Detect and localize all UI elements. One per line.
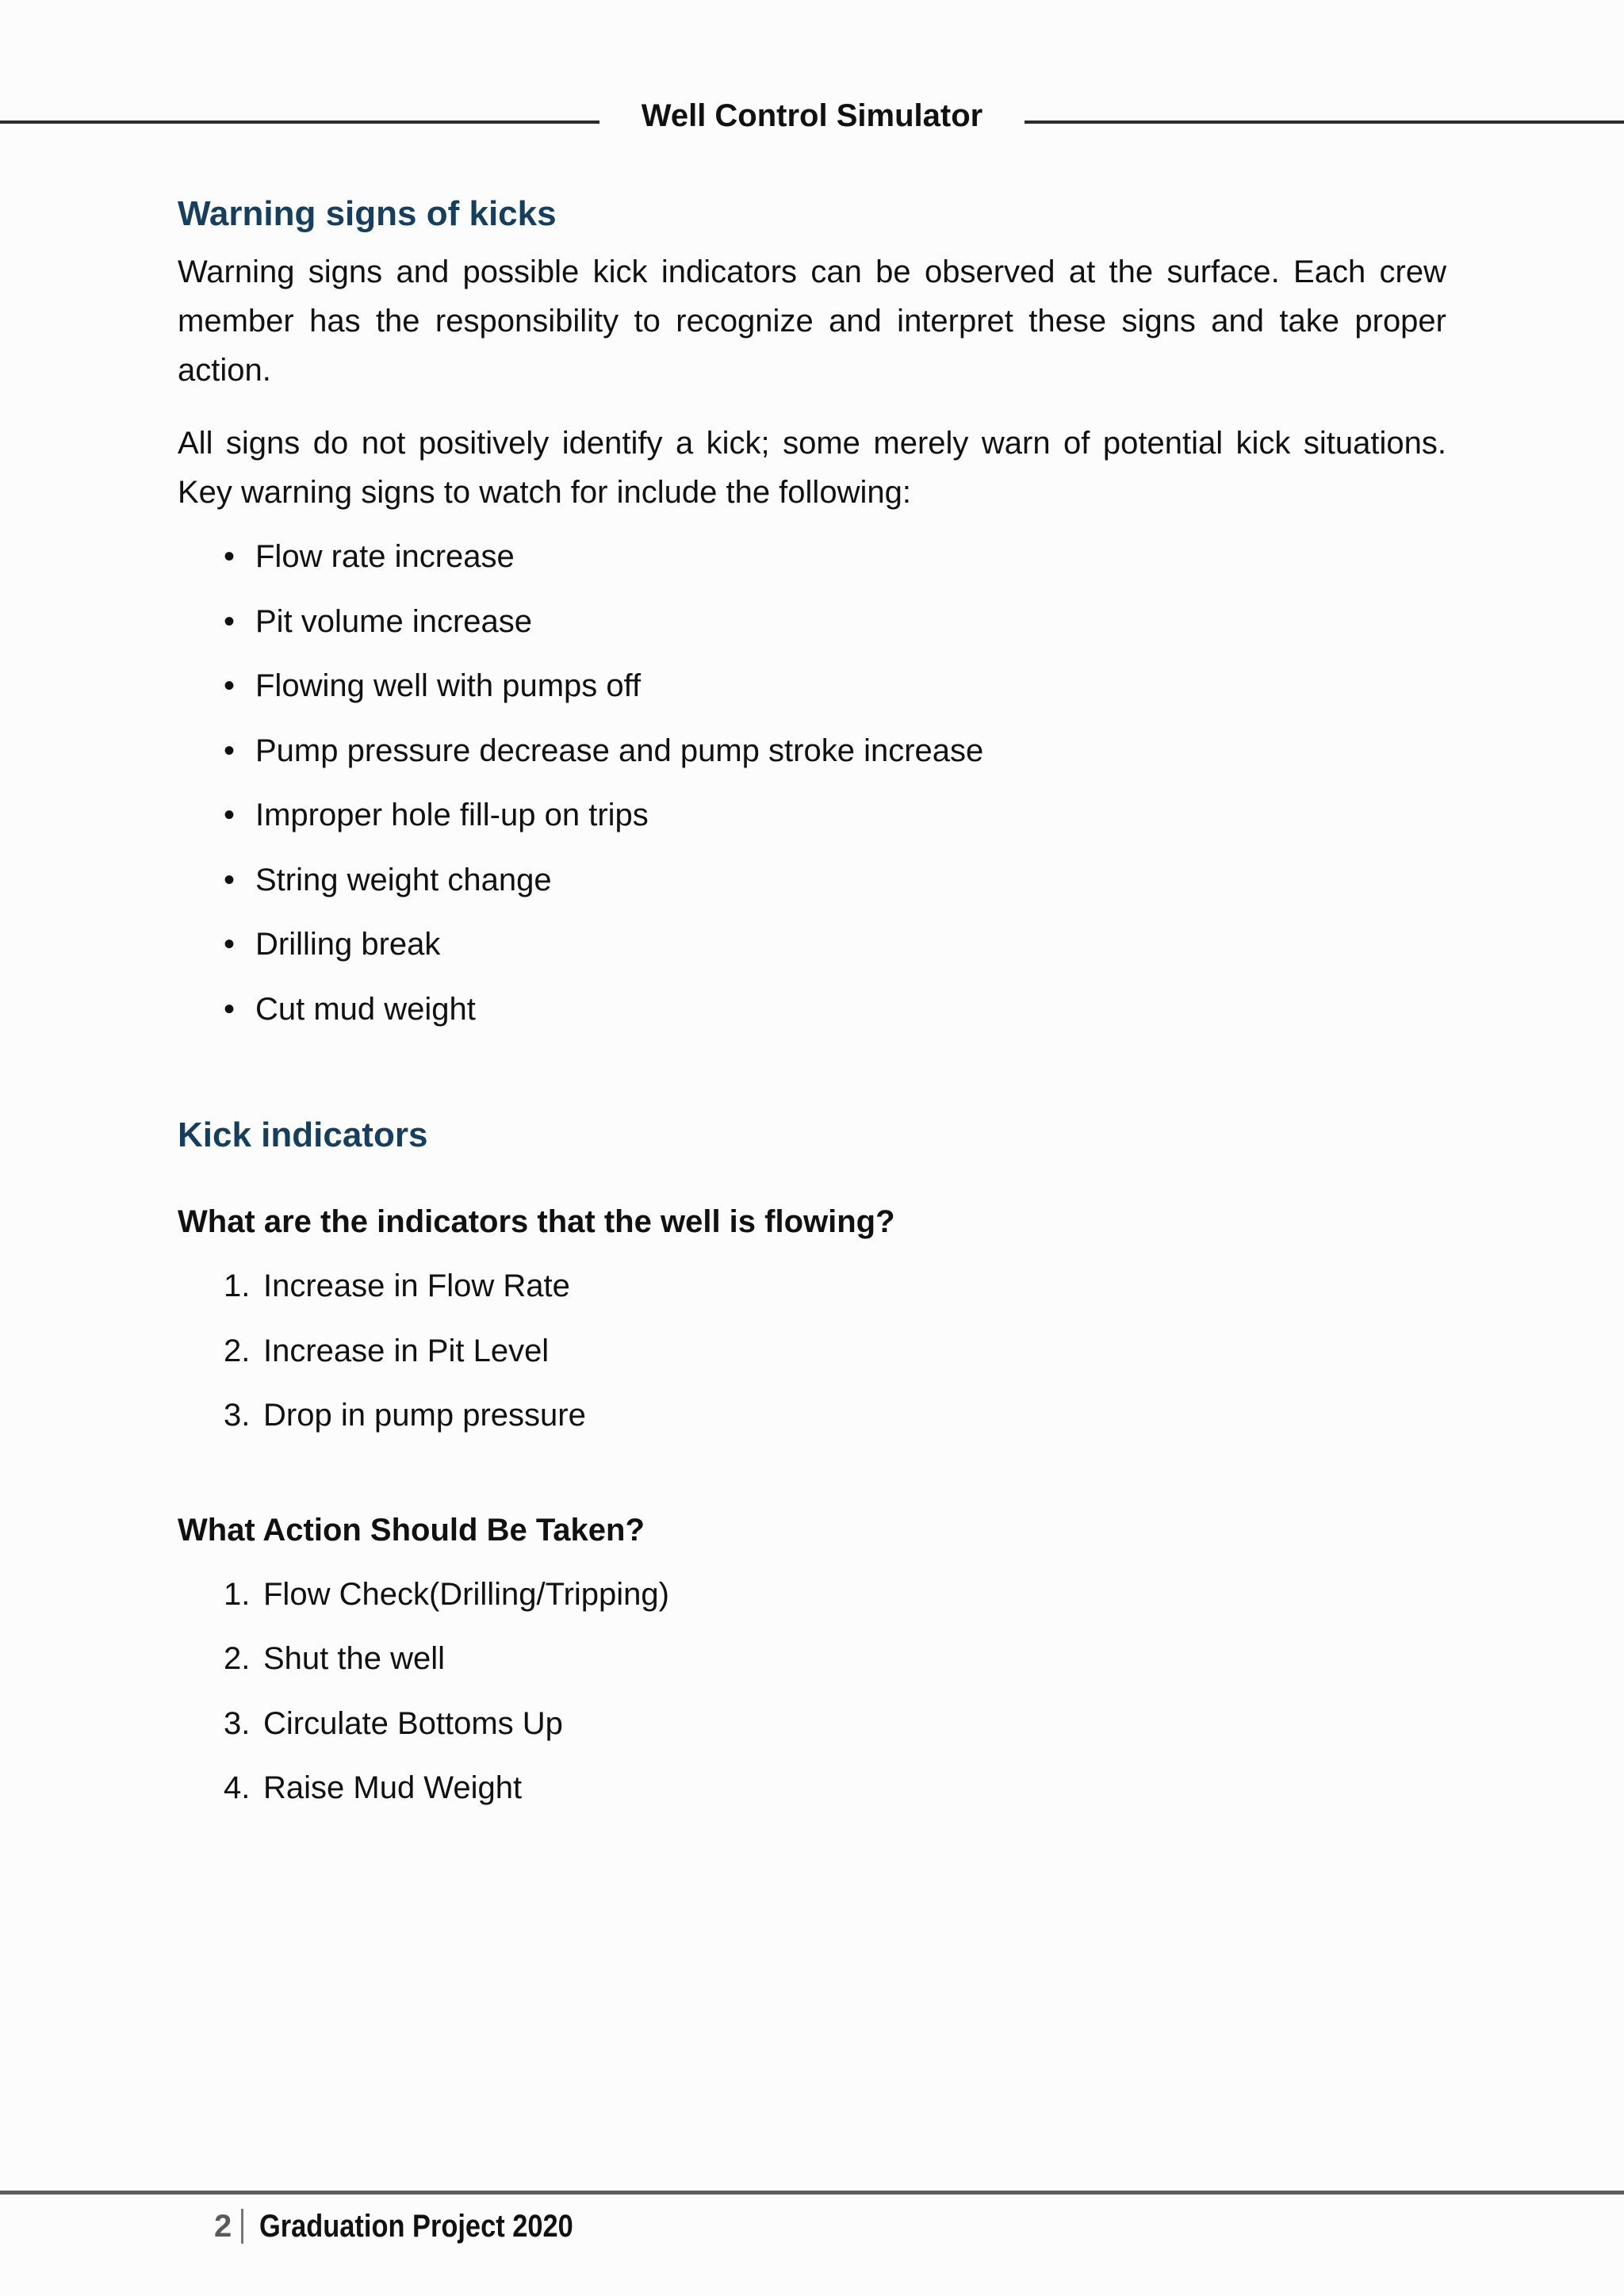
- list-item-text: Flow Check(Drilling/Tripping): [263, 1576, 669, 1612]
- section-heading-kick-indicators: Kick indicators: [178, 1115, 428, 1154]
- list-item: [178, 525, 1446, 590]
- page-number: 2: [214, 2208, 232, 2244]
- list-item: [178, 913, 1446, 978]
- paragraph-intro: Warning signs and possible kick indicators can be observed at the surface. Each crew member has the responsibility to recognize and interpret these signs and take proper action.: [178, 254, 1446, 388]
- list-item: [178, 848, 1446, 913]
- header-rule-right: [1025, 121, 1624, 124]
- list-number: 2.: [224, 1641, 251, 1676]
- page-footer: [214, 2204, 624, 2248]
- indicators-list: [178, 1254, 1446, 1448]
- list-item-text: Circulate Bottoms Up: [263, 1705, 563, 1741]
- bullet-icon: •: [224, 733, 236, 768]
- bullet-icon: •: [224, 603, 236, 639]
- list-item-text: Pit volume increase: [255, 603, 533, 639]
- warning-signs-list: [178, 525, 1446, 1042]
- paragraph-signs: All signs do not positively identify a kick; some merely warn of potential kick situations. Key warning signs to watch for include the following:: [178, 426, 1446, 510]
- list-item: [178, 978, 1446, 1043]
- page-header: [0, 94, 1624, 141]
- list-item-text: Increase in Flow Rate: [263, 1269, 570, 1303]
- list-item-text: Shut the well: [263, 1641, 446, 1676]
- list-item-text: Flowing well with pumps off: [255, 668, 642, 703]
- list-item: [178, 1254, 1446, 1319]
- list-item-text: Drop in pump pressure: [263, 1398, 586, 1433]
- actions-list: [178, 1563, 1446, 1821]
- question-actions: What Action Should Be Taken?: [178, 1512, 645, 1548]
- bullet-icon: •: [224, 798, 236, 832]
- footer-rule: [0, 2191, 1624, 2195]
- list-item: [178, 1563, 1446, 1628]
- list-item-text: Improper hole fill-up on trips: [255, 798, 649, 832]
- question-indicators: What are the indicators that the well is flowing?: [178, 1204, 895, 1239]
- list-number: 1.: [224, 1576, 251, 1612]
- footer-separator: [241, 2209, 243, 2244]
- section-heading-warning-signs: Warning signs of kicks: [178, 194, 557, 233]
- list-item-text: Drilling break: [255, 927, 441, 962]
- bullet-icon: •: [224, 991, 236, 1027]
- list-number: 1.: [224, 1269, 251, 1303]
- list-item-text: Cut mud weight: [255, 991, 476, 1027]
- header-rule-left: [0, 121, 599, 124]
- list-number: 3.: [224, 1705, 251, 1741]
- page-content: [178, 189, 1446, 1821]
- list-item-text: Raise Mud Weight: [263, 1770, 523, 1805]
- list-number: 4.: [224, 1770, 251, 1805]
- header-title: Well Control Simulator: [641, 98, 983, 133]
- list-item: [178, 590, 1446, 655]
- bullet-icon: •: [224, 862, 236, 897]
- list-item: [178, 783, 1446, 848]
- list-item-text: String weight change: [255, 862, 552, 897]
- list-item: [178, 1692, 1446, 1757]
- list-item: [178, 1383, 1446, 1448]
- list-item: [178, 1627, 1446, 1692]
- list-item: [178, 1319, 1446, 1384]
- footer-title: Graduation Project 2020: [259, 2208, 573, 2244]
- bullet-icon: •: [224, 539, 236, 574]
- list-item: [178, 719, 1446, 784]
- list-number: 3.: [224, 1398, 251, 1433]
- list-item-text: Increase in Pit Level: [263, 1333, 550, 1368]
- list-item: [178, 654, 1446, 719]
- list-number: 2.: [224, 1333, 251, 1368]
- list-item-text: Pump pressure decrease and pump stroke increase: [255, 733, 984, 768]
- bullet-icon: •: [224, 927, 236, 962]
- list-item-text: Flow rate increase: [255, 539, 515, 574]
- bullet-icon: •: [224, 668, 236, 703]
- list-item: [178, 1756, 1446, 1821]
